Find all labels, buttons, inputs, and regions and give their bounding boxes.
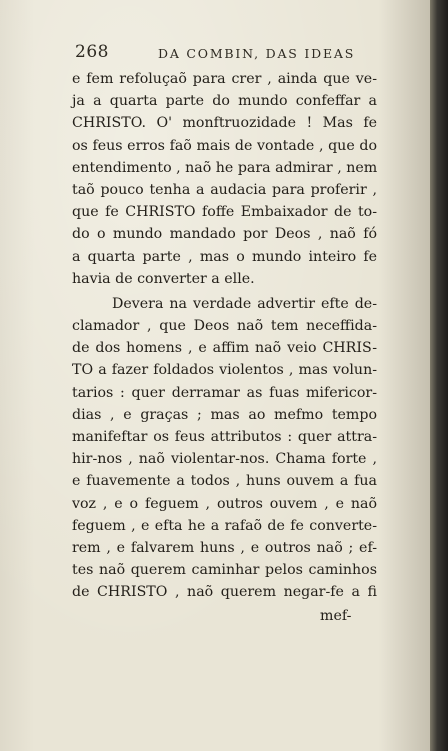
text-line: tarios : quer derramar as fuas mifericor- [72,384,377,401]
text-line: de dos homens , e affim naõ veio CHRIS- [72,340,377,357]
text-line: que fe CHRISTO foffe Embaixador de to- [72,204,377,221]
text-line: os feus erros faõ mais de vontade , que do [72,137,377,154]
text-line: e fuavemente a todos , huns ouvem a fua [72,473,377,490]
text-line: CHRISTO. O' monftruozidade ! Mas fe [72,115,377,132]
text-line: tes naõ querem caminhar pelos caminhos [72,562,377,579]
text-line: voz , e o feguem , outros ouvem , e naõ [72,495,377,512]
text-line: rem , e falvarem huns , e outros naõ ; ef- [72,539,377,556]
paragraph-start-line: Devera na verdade advertir efte de- [112,295,377,312]
text-line: clamador , que Deos naõ tem neceffida- [72,318,377,335]
text-line: ja a quarta parte do mundo confeffar a [72,93,377,110]
page-number: 268 [75,42,109,62]
text-line: manifeftar os feus attributos : quer attra- [72,429,377,445]
text-line: a quarta parte , mas o mundo inteiro fe [72,248,377,265]
running-title: DA COMBIN, DAS IDEAS [158,46,356,61]
text-line: feguem , e efta he a rafaõ de fe converte- [72,517,377,534]
text-line: TO a fazer foldados violentos , mas volun- [72,362,377,379]
body-text [72,68,377,604]
text-line: taõ pouco tenha a audacia para proferir , [72,181,377,198]
text-line: de CHRISTO , naõ querem negar-fe a fi [72,584,377,601]
catchword: mef- [320,608,352,624]
text-line: hir-nos , naõ violentar-nos. Chama forte , [72,451,377,468]
text-line: do o mundo mandado por Deos , naõ fó [72,226,377,243]
text-line: entendimento , naõ he para admirar , nem [72,159,378,176]
text-line: havia de converter a elle. [72,270,255,287]
text-line: e fem refoluçaõ para crer , ainda que ve- [72,71,377,87]
text-line: dias , e graças ; mas ao mefmo tempo [72,406,377,423]
book-spine-edge [430,0,448,751]
page-header [75,42,375,64]
